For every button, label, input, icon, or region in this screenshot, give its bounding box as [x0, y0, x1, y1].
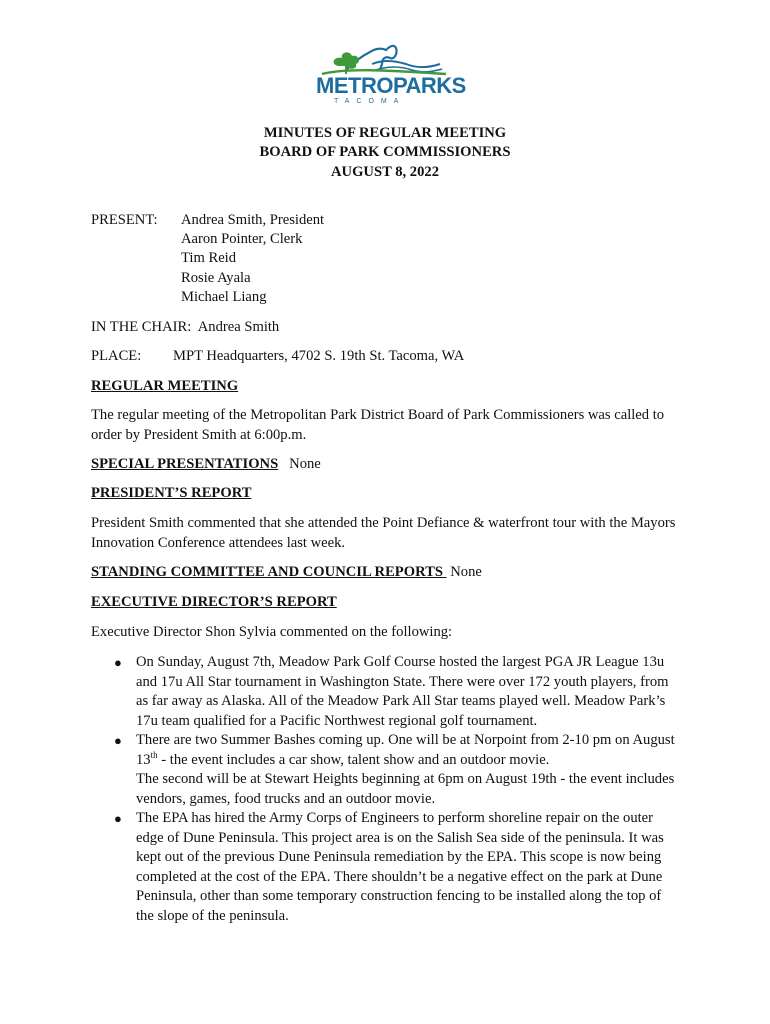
place-value: MPT Headquarters, 4702 S. 19th St. Tacoma, WA: [173, 348, 465, 364]
metro-parks-logo: [316, 42, 466, 110]
logo-word-parks: PARKS: [392, 73, 466, 98]
bullet-text: On Sunday, August 7th, Meadow Park Golf Course hosted the largest PGA JR League 13u and 17u All Star tournament in Washington State. There were over 172 youth players, from as far away as Alaska. All of the Meadow Park All Star teams played well. Meadow Park’s 17u team qualified for a Pacific Northwest regional golf tournament.: [136, 654, 669, 729]
list-item: [91, 653, 681, 731]
list-item: [91, 809, 681, 926]
chair-line: IN THE CHAIR: Andrea Smith: [91, 319, 280, 335]
logo-subtitle: TACOMA: [334, 98, 406, 105]
present-name: Andrea Smith, President: [181, 212, 325, 228]
present-name: Tim Reid: [181, 250, 237, 266]
bullet-text: [136, 731, 681, 770]
executive-director-bullets: [91, 653, 681, 926]
presidents-report-heading: PRESIDENT’S REPORT: [91, 485, 252, 501]
special-presentations-heading: SPECIAL PRESENTATIONS: [91, 456, 279, 472]
bullet-text-part: There are two Summer Bashes coming up. One will be at Norpoint from 2-10 pm on August 13: [136, 732, 675, 768]
presidents-report-body: President Smith commented that she attended the Point Defiance & waterfront tour with the Mayors Innovation Conference attendees last week.: [91, 515, 676, 551]
bullet-icon: ●: [114, 733, 122, 748]
title-line-2: BOARD OF PARK COMMISSIONERS: [259, 144, 511, 160]
place-label: PLACE:: [91, 348, 142, 364]
standing-committee-line: [91, 563, 482, 583]
present-name: Aaron Pointer, Clerk: [181, 231, 303, 247]
executive-director-intro: Executive Director Shon Sylvia commented on the following:: [91, 624, 453, 640]
regular-meeting-heading: REGULAR MEETING: [91, 378, 239, 394]
bullet-icon: ●: [114, 655, 122, 670]
executive-director-heading: EXECUTIVE DIRECTOR’S REPORT: [91, 594, 337, 610]
standing-committee-value: None: [450, 564, 482, 580]
logo-word-metro: METRO: [316, 73, 393, 98]
title-line-1: MINUTES OF REGULAR MEETING: [263, 125, 507, 141]
list-item: [91, 731, 681, 809]
special-presentations-line: [91, 455, 321, 475]
standing-committee-heading: STANDING COMMITTEE AND COUNCIL REPORTS: [91, 564, 447, 580]
bullet-text-continued: The second will be at Stewart Heights beginning at 6pm on August 19th - the event includes vendors, games, food trucks and an outdoor movie.: [136, 771, 675, 807]
present-name: Michael Liang: [181, 289, 267, 305]
present-label: PRESENT:: [91, 212, 158, 228]
bullet-superscript: th: [150, 749, 158, 760]
special-presentations-value: None: [289, 456, 321, 472]
bullet-text: The EPA has hired the Army Corps of Engineers to perform shoreline repair on the outer edge of Dune Peninsula. This project area is on the Salish Sea side of the peninsula. It was kept out of the previous Dune Peninsula remediation by the EPA. This scope is now being completed at the cost of the EPA. There shouldn’t be a negative effect on the park at Dune Peninsula, other than some temporary construction fencing to be installed along the top of the slope of the peninsula.: [136, 810, 664, 924]
title-line-3: AUGUST 8, 2022: [331, 164, 439, 180]
regular-meeting-body: The regular meeting of the Metropolitan Park District Board of Park Commissioners was called to order by President Smith at 6:00p.m.: [91, 407, 665, 443]
bullet-icon: ●: [114, 811, 122, 826]
present-name: Rosie Ayala: [181, 270, 251, 286]
logo-wordmark: [316, 73, 466, 98]
bullet-text-part: - the event includes a car show, talent show and an outdoor movie.: [157, 751, 550, 768]
